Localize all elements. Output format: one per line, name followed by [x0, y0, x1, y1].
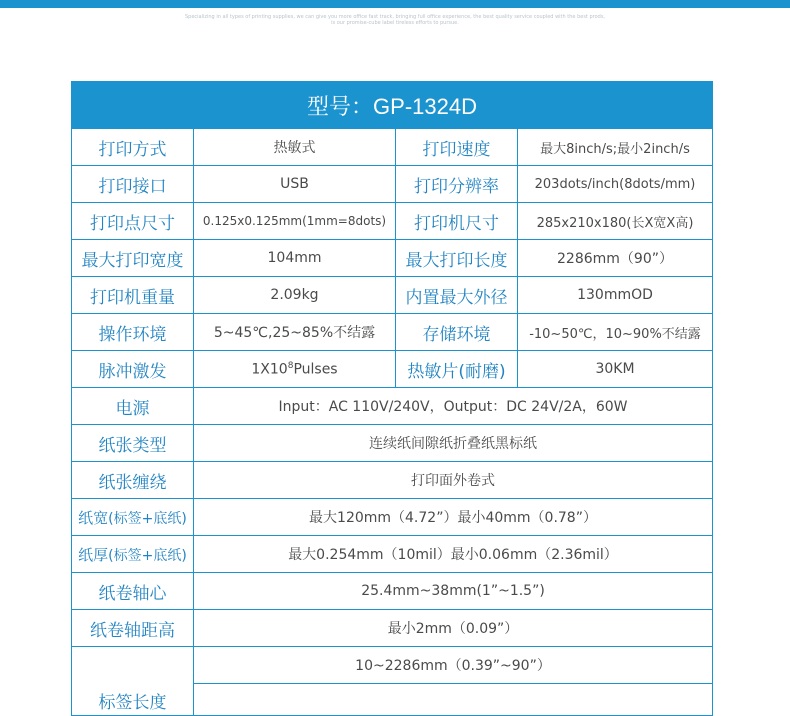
spec-value: 203dots/inch(8dots/mm)	[518, 166, 713, 203]
spec-label: 打印速度	[396, 129, 518, 166]
spec-value: 连续纸间隙纸折叠纸黑标纸	[194, 425, 713, 462]
table-row	[72, 166, 713, 203]
label-sub: (标签+底纸)	[108, 510, 187, 527]
table-row	[72, 351, 713, 388]
pulse-exponent: 8	[287, 360, 294, 371]
spec-value: 10~2286mm（0.39”~90”）	[194, 647, 713, 684]
spec-value: 285x210x180(长X宽X高)	[518, 203, 713, 240]
spec-label: 热敏片(耐磨)	[396, 351, 518, 388]
tagline-line-2: is our promise-cube label tireless efforts to pursue.	[331, 20, 459, 26]
table-row	[72, 277, 713, 314]
spec-label: 打印点尺寸	[72, 203, 194, 240]
model-title: 型号：GP-1324D	[72, 82, 713, 129]
spec-value-empty	[194, 683, 713, 715]
spec-label: 内置最大外径	[396, 277, 518, 314]
spec-label: 纸卷轴心	[72, 573, 194, 610]
table-row	[72, 610, 713, 647]
spec-value: -10~50℃，10~90%不结露	[518, 314, 713, 351]
spec-value: 130mmOD	[518, 277, 713, 314]
spec-value: USB	[194, 166, 396, 203]
spec-label: 纸张缠绕	[72, 462, 194, 499]
spec-value: 0.125x0.125mm(1mm=8dots)	[194, 203, 396, 240]
spec-table	[71, 81, 713, 716]
spec-label: 打印机重量	[72, 277, 194, 314]
spec-value: 热敏式	[194, 129, 396, 166]
spec-value: 2286mm（90”）	[518, 240, 713, 277]
label-main: 纸宽	[78, 508, 109, 527]
spec-value: Input：AC 110V/240V，Output：DC 24V/2A，60W	[194, 388, 713, 425]
table-row	[72, 536, 713, 573]
top-accent-bar	[0, 0, 790, 8]
spec-value: 最小2mm（0.09”）	[194, 610, 713, 647]
label-main: 纸厚	[78, 545, 109, 564]
spec-label: 纸张类型	[72, 425, 194, 462]
spec-label: 最大打印宽度	[72, 240, 194, 277]
spec-value: 2.09kg	[194, 277, 396, 314]
spec-label: 纸卷轴距高	[72, 610, 194, 647]
tagline-line-1: Specializing in all types of printing supplies, we can give you more office fast track, bringing full office experience, the best quality service coupled with the best prods,	[184, 14, 606, 20]
pulse-unit: Pulses	[293, 361, 338, 378]
spec-value: 最大120mm（4.72”）最小40mm（0.78”）	[194, 499, 713, 536]
pulse-base: 1X10	[251, 361, 288, 378]
spec-label: 打印分辨率	[396, 166, 518, 203]
spec-value: 5~45℃,25~85%不结露	[194, 314, 396, 351]
spec-value: 30KM	[518, 351, 713, 388]
spec-label: 最大打印长度	[396, 240, 518, 277]
spec-label	[72, 499, 194, 536]
spec-value: 最大0.254mm（10mil）最小0.06mm（2.36mil）	[194, 536, 713, 573]
table-row	[72, 573, 713, 610]
spec-label	[72, 536, 194, 573]
header-tagline	[150, 14, 640, 26]
spec-label: 脉冲激发	[72, 351, 194, 388]
spec-value	[194, 351, 396, 388]
spec-label: 操作环境	[72, 314, 194, 351]
spec-label: 标签长度	[72, 647, 194, 716]
spec-value: 25.4mm~38mm(1”~1.5”)	[194, 573, 713, 610]
table-row	[72, 203, 713, 240]
table-row	[72, 647, 713, 684]
spec-label: 打印接口	[72, 166, 194, 203]
table-row	[72, 240, 713, 277]
table-row	[72, 499, 713, 536]
spec-value: 104mm	[194, 240, 396, 277]
spec-value: 打印面外卷式	[194, 462, 713, 499]
table-row	[72, 462, 713, 499]
spec-label: 电源	[72, 388, 194, 425]
spec-label: 存储环境	[396, 314, 518, 351]
table-row	[72, 388, 713, 425]
spec-label: 打印方式	[72, 129, 194, 166]
spec-value: 最大8inch/s;最小2inch/s	[518, 129, 713, 166]
table-row	[72, 129, 713, 166]
spec-label: 打印机尺寸	[396, 203, 518, 240]
label-sub: (标签+底纸)	[108, 547, 187, 564]
table-row	[72, 314, 713, 351]
table-row	[72, 425, 713, 462]
